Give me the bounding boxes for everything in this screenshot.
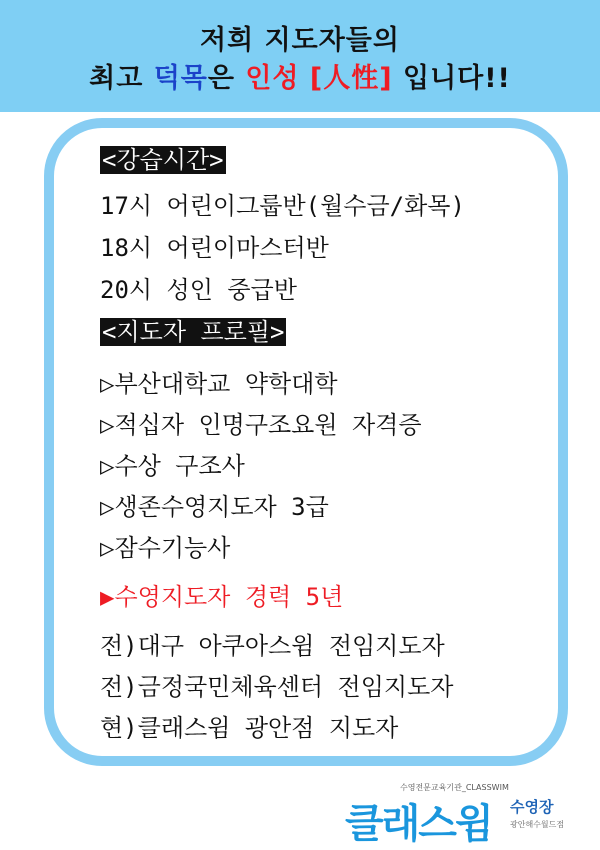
footer-logo-block xyxy=(345,782,585,847)
experience-highlight: ▶수영지도자 경력 5년 xyxy=(100,583,344,611)
profile-item: ▷잠수기능사 xyxy=(100,534,231,562)
profile-title: <지도자 프로필> xyxy=(102,318,285,346)
header-banner xyxy=(0,0,600,112)
headline-suffix: 입니다!! xyxy=(392,63,511,94)
schedule-item: 18시 어린이마스터반 xyxy=(100,234,329,262)
footer-branch xyxy=(510,796,564,830)
profile-item: ▷적십자 인명구조요원 자격증 xyxy=(100,411,422,439)
footer-tagline: 수영전문교육기관_CLASSWIM xyxy=(400,783,509,792)
profile-item: ▷부산대학교 약학대학 xyxy=(100,370,338,398)
classwim-logo: 클래스윔 xyxy=(345,801,492,847)
headline-character: 인성 [人性] xyxy=(245,63,393,94)
career-item: 전)금정국민체육센터 전임지도자 xyxy=(100,673,454,701)
headline-line2 xyxy=(0,56,600,95)
footer-branch-title: 수영장 xyxy=(510,798,554,816)
schedule-item: 20시 성인 중급반 xyxy=(100,276,297,304)
headline-virtue: 덕목 xyxy=(153,63,208,94)
footer-branch-subtitle: 광안해수월드점 xyxy=(510,820,565,829)
schedule-item: 17시 어린이그룹반(월수금/화목) xyxy=(100,192,465,220)
profile-item: ▷생존수영지도자 3급 xyxy=(100,493,329,521)
career-item: 전)대구 아쿠아스윔 전임지도자 xyxy=(100,632,445,660)
headline-prefix: 최고 xyxy=(89,63,154,94)
profile-item: ▷수상 구조사 xyxy=(100,452,245,480)
headline-line1: 저희 지도자들의 xyxy=(200,25,400,56)
career-item: 현)클래스윔 광안점 지도자 xyxy=(100,714,399,742)
headline-particle: 은 xyxy=(207,63,246,94)
schedule-title: <강습시간> xyxy=(102,146,224,174)
